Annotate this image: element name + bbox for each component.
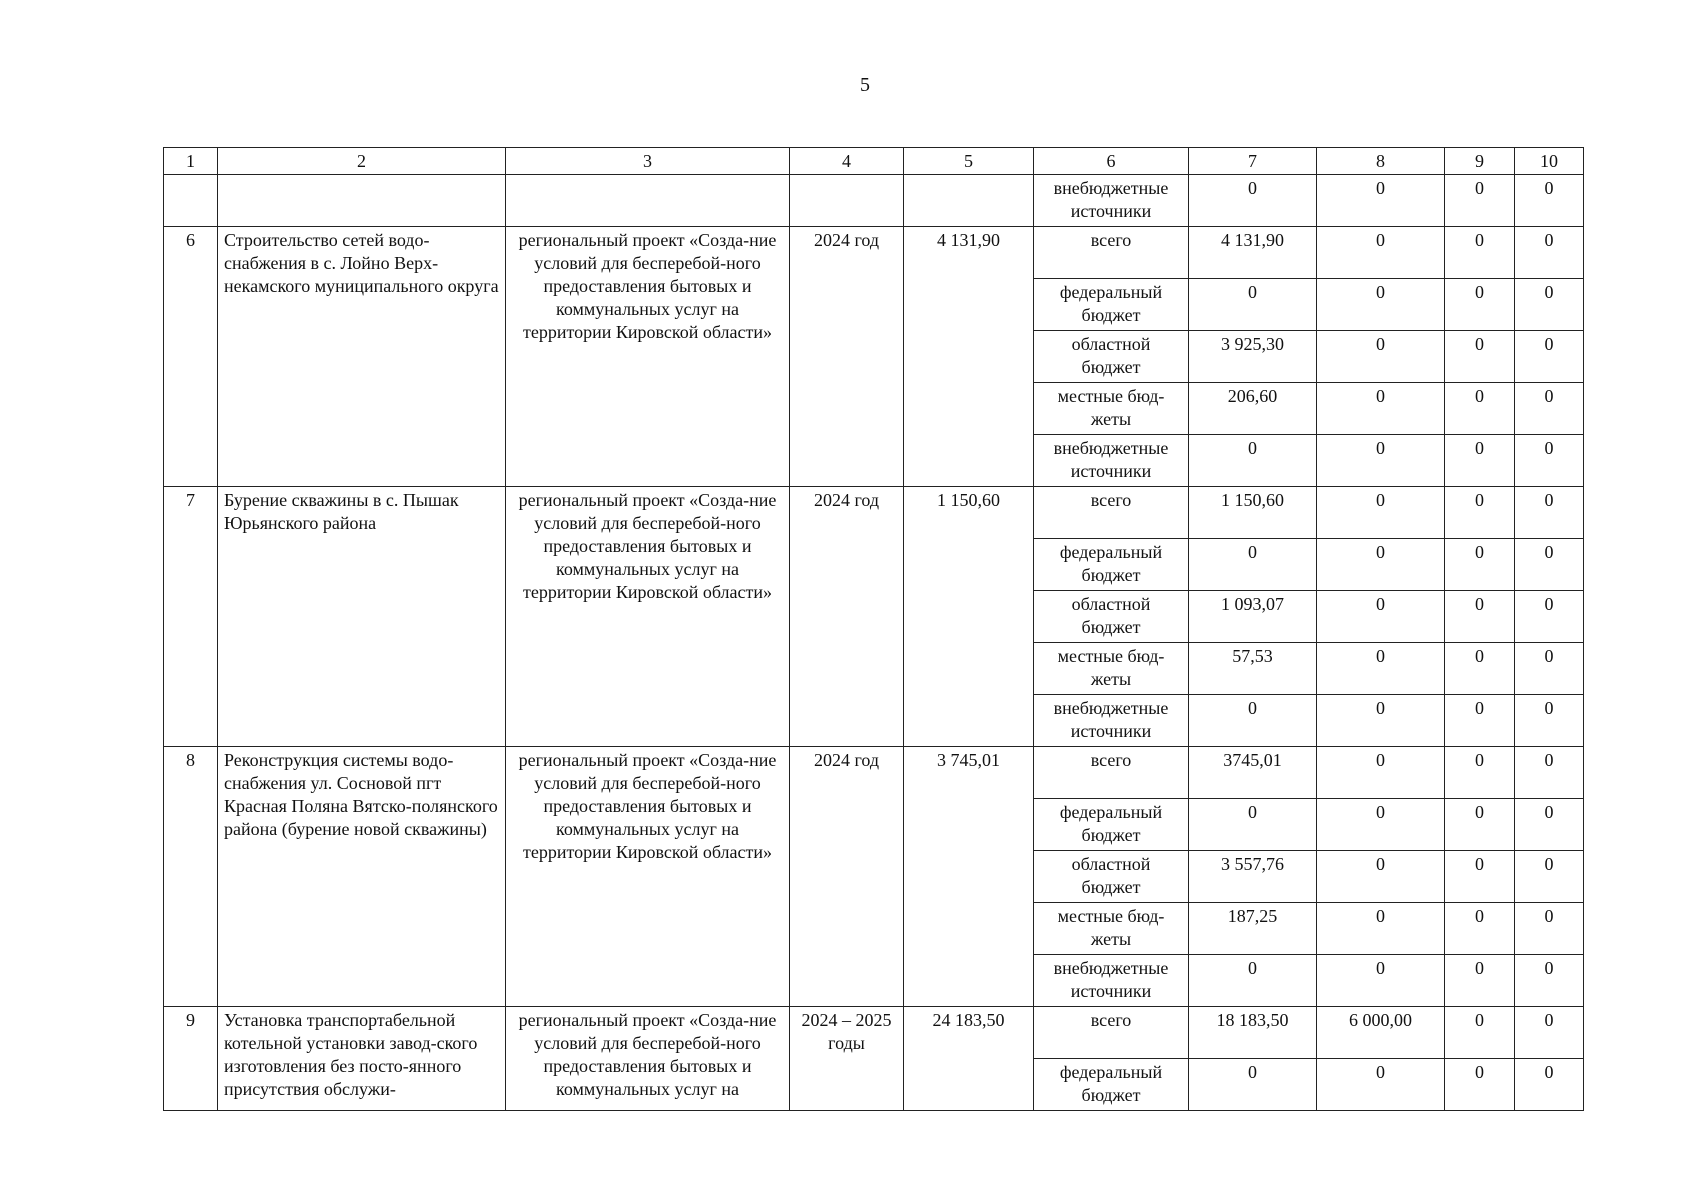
value-col10: 0 <box>1515 435 1584 487</box>
value-col9: 0 <box>1445 383 1515 435</box>
funding-source: местные бюд-жеты <box>1034 643 1189 695</box>
value-col8: 0 <box>1317 227 1445 279</box>
value-col7: 187,25 <box>1189 903 1317 955</box>
item-total: 4 131,90 <box>904 227 1034 487</box>
value-col7: 0 <box>1189 799 1317 851</box>
value-col9: 0 <box>1445 1007 1515 1059</box>
funding-source: всего <box>1034 487 1189 539</box>
value-col9: 0 <box>1445 799 1515 851</box>
value-col8: 0 <box>1317 747 1445 799</box>
funding-source: внебюджетные источники <box>1034 175 1189 227</box>
item-name: Строительство сетей водо-снабжения в с. Лойно Верх-некамского муниципального округа <box>218 227 506 487</box>
funding-source: федеральный бюджет <box>1034 1059 1189 1111</box>
funding-source: внебюджетные источники <box>1034 955 1189 1007</box>
table-row <box>164 227 1584 279</box>
value-col10: 0 <box>1515 227 1584 279</box>
value-col7: 18 183,50 <box>1189 1007 1317 1059</box>
header-cell: 8 <box>1317 148 1445 175</box>
value-col9: 0 <box>1445 695 1515 747</box>
item-number: 8 <box>164 747 218 1007</box>
funding-source: областной бюджет <box>1034 591 1189 643</box>
value-col8: 0 <box>1317 643 1445 695</box>
value-col10: 0 <box>1515 643 1584 695</box>
value-col7: 3745,01 <box>1189 747 1317 799</box>
funding-source: областной бюджет <box>1034 331 1189 383</box>
table-row <box>164 1007 1584 1059</box>
value-col10: 0 <box>1515 175 1584 227</box>
header-cell: 4 <box>790 148 904 175</box>
header-cell: 3 <box>506 148 790 175</box>
value-col7: 0 <box>1189 539 1317 591</box>
value-col8: 0 <box>1317 175 1445 227</box>
continuation-row <box>164 175 1584 227</box>
value-col8: 0 <box>1317 331 1445 383</box>
item-name: Реконструкция системы водо-снабжения ул. Сосновой пгт Красная Поляна Вятско-полянского района (бурение новой скважины) <box>218 747 506 1007</box>
funding-source: местные бюд-жеты <box>1034 903 1189 955</box>
item-number: 6 <box>164 227 218 487</box>
funding-source: местные бюд-жеты <box>1034 383 1189 435</box>
funding-source: федеральный бюджет <box>1034 539 1189 591</box>
header-cell: 2 <box>218 148 506 175</box>
value-col9: 0 <box>1445 539 1515 591</box>
funding-source: всего <box>1034 227 1189 279</box>
value-col8: 0 <box>1317 955 1445 1007</box>
value-col7: 0 <box>1189 1059 1317 1111</box>
item-period: 2024 год <box>790 227 904 487</box>
value-col10: 0 <box>1515 955 1584 1007</box>
empty-cell <box>164 175 218 227</box>
table-row <box>164 487 1584 539</box>
value-col10: 0 <box>1515 1007 1584 1059</box>
value-col10: 0 <box>1515 591 1584 643</box>
value-col10: 0 <box>1515 851 1584 903</box>
item-number: 9 <box>164 1007 218 1111</box>
value-col10: 0 <box>1515 695 1584 747</box>
value-col10: 0 <box>1515 747 1584 799</box>
value-col7: 3 925,30 <box>1189 331 1317 383</box>
value-col7: 0 <box>1189 279 1317 331</box>
header-cell: 5 <box>904 148 1034 175</box>
header-cell: 1 <box>164 148 218 175</box>
value-col7: 206,60 <box>1189 383 1317 435</box>
value-col8: 0 <box>1317 539 1445 591</box>
value-col7: 1 093,07 <box>1189 591 1317 643</box>
value-col7: 1 150,60 <box>1189 487 1317 539</box>
value-col9: 0 <box>1445 1059 1515 1111</box>
value-col10: 0 <box>1515 799 1584 851</box>
item-number: 7 <box>164 487 218 747</box>
header-cell: 9 <box>1445 148 1515 175</box>
empty-cell <box>790 175 904 227</box>
item-total: 3 745,01 <box>904 747 1034 1007</box>
value-col7: 0 <box>1189 955 1317 1007</box>
value-col8: 0 <box>1317 903 1445 955</box>
value-col9: 0 <box>1445 227 1515 279</box>
value-col8: 0 <box>1317 1059 1445 1111</box>
header-cell: 7 <box>1189 148 1317 175</box>
item-name: Бурение скважины в с. Пышак Юрьянского района <box>218 487 506 747</box>
value-col8: 0 <box>1317 383 1445 435</box>
item-total: 24 183,50 <box>904 1007 1034 1111</box>
value-col9: 0 <box>1445 955 1515 1007</box>
item-project: региональный проект «Созда-ние условий для бесперебой-ного предоставления бытовых и коммунальных услуг на территории Кировской области» <box>506 747 790 1007</box>
item-project: региональный проект «Созда-ние условий для бесперебой-ного предоставления бытовых и коммунальных услуг на территории Кировской области» <box>506 487 790 747</box>
value-col7: 0 <box>1189 175 1317 227</box>
item-total: 1 150,60 <box>904 487 1034 747</box>
empty-cell <box>218 175 506 227</box>
header-cell: 10 <box>1515 148 1584 175</box>
value-col9: 0 <box>1445 903 1515 955</box>
header-cell: 6 <box>1034 148 1189 175</box>
value-col8: 0 <box>1317 591 1445 643</box>
item-period: 2024 – 2025 годы <box>790 1007 904 1111</box>
value-col9: 0 <box>1445 851 1515 903</box>
value-col9: 0 <box>1445 331 1515 383</box>
value-col10: 0 <box>1515 331 1584 383</box>
value-col8: 6 000,00 <box>1317 1007 1445 1059</box>
value-col7: 0 <box>1189 435 1317 487</box>
table-row <box>164 747 1584 799</box>
header-row <box>164 148 1584 175</box>
value-col7: 57,53 <box>1189 643 1317 695</box>
budget-table <box>163 147 1584 1111</box>
value-col7: 3 557,76 <box>1189 851 1317 903</box>
funding-source: федеральный бюджет <box>1034 279 1189 331</box>
item-name: Установка транспортабельной котельной установки завод-ского изготовления без посто-янного присутствия обслужи- <box>218 1007 506 1111</box>
funding-source: всего <box>1034 747 1189 799</box>
value-col7: 4 131,90 <box>1189 227 1317 279</box>
value-col8: 0 <box>1317 695 1445 747</box>
funding-source: внебюджетные источники <box>1034 435 1189 487</box>
value-col8: 0 <box>1317 851 1445 903</box>
value-col8: 0 <box>1317 799 1445 851</box>
value-col9: 0 <box>1445 591 1515 643</box>
value-col9: 0 <box>1445 487 1515 539</box>
value-col8: 0 <box>1317 435 1445 487</box>
value-col10: 0 <box>1515 903 1584 955</box>
value-col9: 0 <box>1445 175 1515 227</box>
value-col9: 0 <box>1445 643 1515 695</box>
funding-source: федеральный бюджет <box>1034 799 1189 851</box>
value-col7: 0 <box>1189 695 1317 747</box>
empty-cell <box>506 175 790 227</box>
item-project: региональный проект «Созда-ние условий для бесперебой-ного предоставления бытовых и коммунальных услуг на <box>506 1007 790 1111</box>
value-col10: 0 <box>1515 1059 1584 1111</box>
funding-source: внебюджетные источники <box>1034 695 1189 747</box>
empty-cell <box>904 175 1034 227</box>
value-col10: 0 <box>1515 383 1584 435</box>
value-col8: 0 <box>1317 279 1445 331</box>
value-col9: 0 <box>1445 435 1515 487</box>
value-col8: 0 <box>1317 487 1445 539</box>
value-col9: 0 <box>1445 279 1515 331</box>
page-number: 5 <box>860 74 870 96</box>
item-period: 2024 год <box>790 487 904 747</box>
value-col10: 0 <box>1515 279 1584 331</box>
value-col10: 0 <box>1515 539 1584 591</box>
funding-source: областной бюджет <box>1034 851 1189 903</box>
value-col10: 0 <box>1515 487 1584 539</box>
item-period: 2024 год <box>790 747 904 1007</box>
value-col9: 0 <box>1445 747 1515 799</box>
funding-source: всего <box>1034 1007 1189 1059</box>
item-project: региональный проект «Созда-ние условий для бесперебой-ного предоставления бытовых и коммунальных услуг на территории Кировской области» <box>506 227 790 487</box>
